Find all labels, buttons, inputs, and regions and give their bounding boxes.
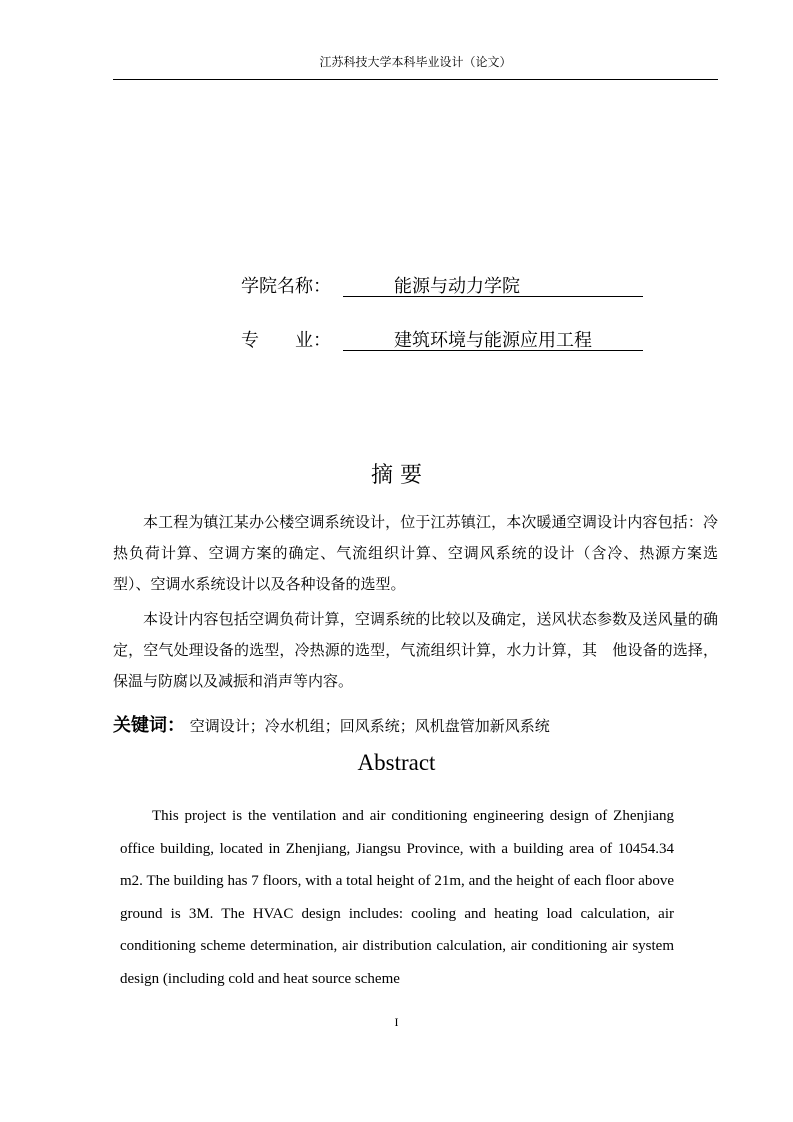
page-header: 江苏科技大学本科毕业设计（论文） — [319, 55, 512, 69]
abstract-cn-paragraph-1: 本工程为镇江某办公楼空调系统设计，位于江苏镇江，本次暖通空调设计内容包括：冷热负荷计算、空调方案的确定、气流组织计算、空调风系统的设计（含冷、热源方案选型）、空调水系统设计以及各种设备的选型。 — [113, 513, 718, 593]
abstract-en-paragraph: This project is the ventilation and air conditioning engineering design of Zhenjiang office building, located in Zhenjiang, Jiangsu Province, with a building area of 10454.34 m2. The building has 7 floors, with a total height of 21m, and the height of each floor above ground is 3M. The HVAC design includes: cooling and heating load calculation, air conditioning scheme determination, air distribution calculation, air conditioning air system design (including cold and heat source scheme — [120, 808, 674, 987]
keywords-text: 空调设计；冷水机组；回风系统；风机盘管加新风系统 — [189, 717, 550, 735]
keywords-label: 关键词： — [113, 715, 185, 736]
major-label: 专 业： — [241, 330, 331, 351]
abstract-title-en: Abstract — [357, 750, 436, 775]
abstract-title-cn: 摘 要 — [371, 463, 422, 488]
major-value-line — [343, 326, 643, 351]
college-label: 学院名称： — [241, 276, 331, 297]
abstract-cn-paragraph-2: 本设计内容包括空调负荷计算，空调系统的比较以及确定，送风状态参数及送风量的确定，空气处理设备的选型，冷热源的选型，气流组织计算，水力计算，其 他设备的选择，保温与防腐以及减振和消声等内容。 — [113, 610, 718, 690]
major-value: 建筑环境与能源应用工程 — [394, 330, 592, 351]
page-number: I — [394, 1015, 399, 1029]
header-divider — [113, 79, 718, 80]
keywords-line — [113, 711, 550, 737]
college-value-line — [343, 272, 643, 297]
college-value: 能源与动力学院 — [394, 276, 520, 297]
